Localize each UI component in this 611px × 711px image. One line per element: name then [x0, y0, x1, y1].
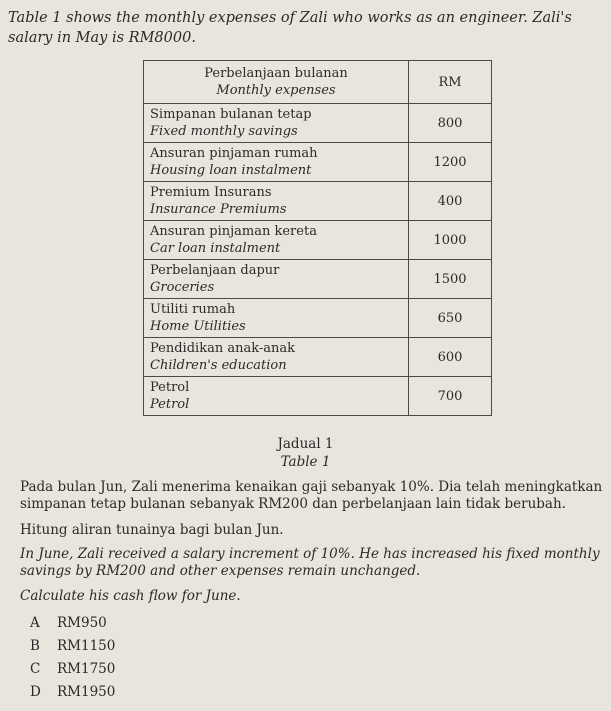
- row-label-en: Housing loan instalment: [150, 163, 312, 178]
- question-paragraph-en: In June, Zali received a salary increment of 10%. He has increased his fixed monthly savings by RM200 and other expenses remain unchanged.: [20, 546, 600, 579]
- table-row: [144, 260, 492, 299]
- row-amount: 1000: [409, 221, 492, 260]
- row-amount: 700: [409, 377, 492, 416]
- row-label-en: Fixed monthly savings: [150, 124, 298, 139]
- row-label-ms: Ansuran pinjaman rumah: [150, 146, 318, 161]
- table-header-row: [144, 61, 492, 104]
- row-amount: 1500: [409, 260, 492, 299]
- option-c[interactable]: [30, 657, 115, 680]
- row-label-ms: Petrol: [150, 380, 190, 395]
- row-label-ms: Ansuran pinjaman kereta: [150, 224, 317, 239]
- row-label-en: Children's education: [150, 358, 287, 373]
- row-amount: 600: [409, 338, 492, 377]
- option-a[interactable]: [30, 611, 115, 634]
- header-ms: Perbelanjaan bulanan: [204, 66, 348, 81]
- answer-options: [30, 611, 115, 703]
- option-letter: D: [30, 683, 41, 700]
- option-text: RM1750: [57, 660, 116, 677]
- header-rm: RM: [409, 61, 492, 104]
- table-row: [144, 182, 492, 221]
- row-label-en: Insurance Premiums: [150, 202, 287, 217]
- row-label-ms: Pendidikan anak-anak: [150, 341, 295, 356]
- table-row: [144, 143, 492, 182]
- option-text: RM1150: [57, 637, 116, 654]
- question-instruction-ms: Hitung aliran tunainya bagi bulan Jun.: [20, 522, 284, 538]
- option-letter: B: [30, 637, 40, 654]
- row-label-ms: Simpanan bulanan tetap: [150, 107, 312, 122]
- option-text: RM1950: [57, 683, 116, 700]
- row-label-ms: Perbelanjaan dapur: [150, 263, 280, 278]
- row-amount: 650: [409, 299, 492, 338]
- row-label-en: Car loan instalment: [150, 241, 281, 256]
- row-amount: 1200: [409, 143, 492, 182]
- option-letter: A: [30, 614, 40, 631]
- table-row: [144, 221, 492, 260]
- option-text: RM950: [57, 614, 107, 631]
- table-row: [144, 338, 492, 377]
- question-instruction-en: Calculate his cash flow for June.: [20, 588, 241, 604]
- row-amount: 800: [409, 104, 492, 143]
- expenses-table: [143, 60, 492, 416]
- row-label-en: Home Utilities: [150, 319, 246, 334]
- table-row: [144, 377, 492, 416]
- table-row: [144, 104, 492, 143]
- table-caption-en: Table 1: [280, 454, 331, 470]
- header-en: Monthly expenses: [216, 83, 336, 98]
- option-d[interactable]: [30, 680, 115, 703]
- table-caption-ms: Jadual 1: [277, 436, 334, 452]
- option-letter: C: [30, 660, 41, 677]
- intro-text: Table 1 shows the monthly expenses of Zali who works as an engineer. Zali's salary in May is RM8000.: [8, 10, 572, 46]
- header-monthly-expenses: [144, 61, 409, 104]
- row-label-en: Petrol: [150, 397, 190, 412]
- row-label-ms: Premium Insurans: [150, 185, 272, 200]
- row-label-en: Groceries: [150, 280, 215, 295]
- question-paragraph-ms: Pada bulan Jun, Zali menerima kenaikan gaji sebanyak 10%. Dia telah meningkatkan simpanan tetap bulanan sebanyak RM200 dan perbelanjaan lain tidak berubah.: [20, 479, 603, 512]
- option-b[interactable]: [30, 634, 115, 657]
- row-label-ms: Utiliti rumah: [150, 302, 236, 317]
- row-amount: 400: [409, 182, 492, 221]
- table-row: [144, 299, 492, 338]
